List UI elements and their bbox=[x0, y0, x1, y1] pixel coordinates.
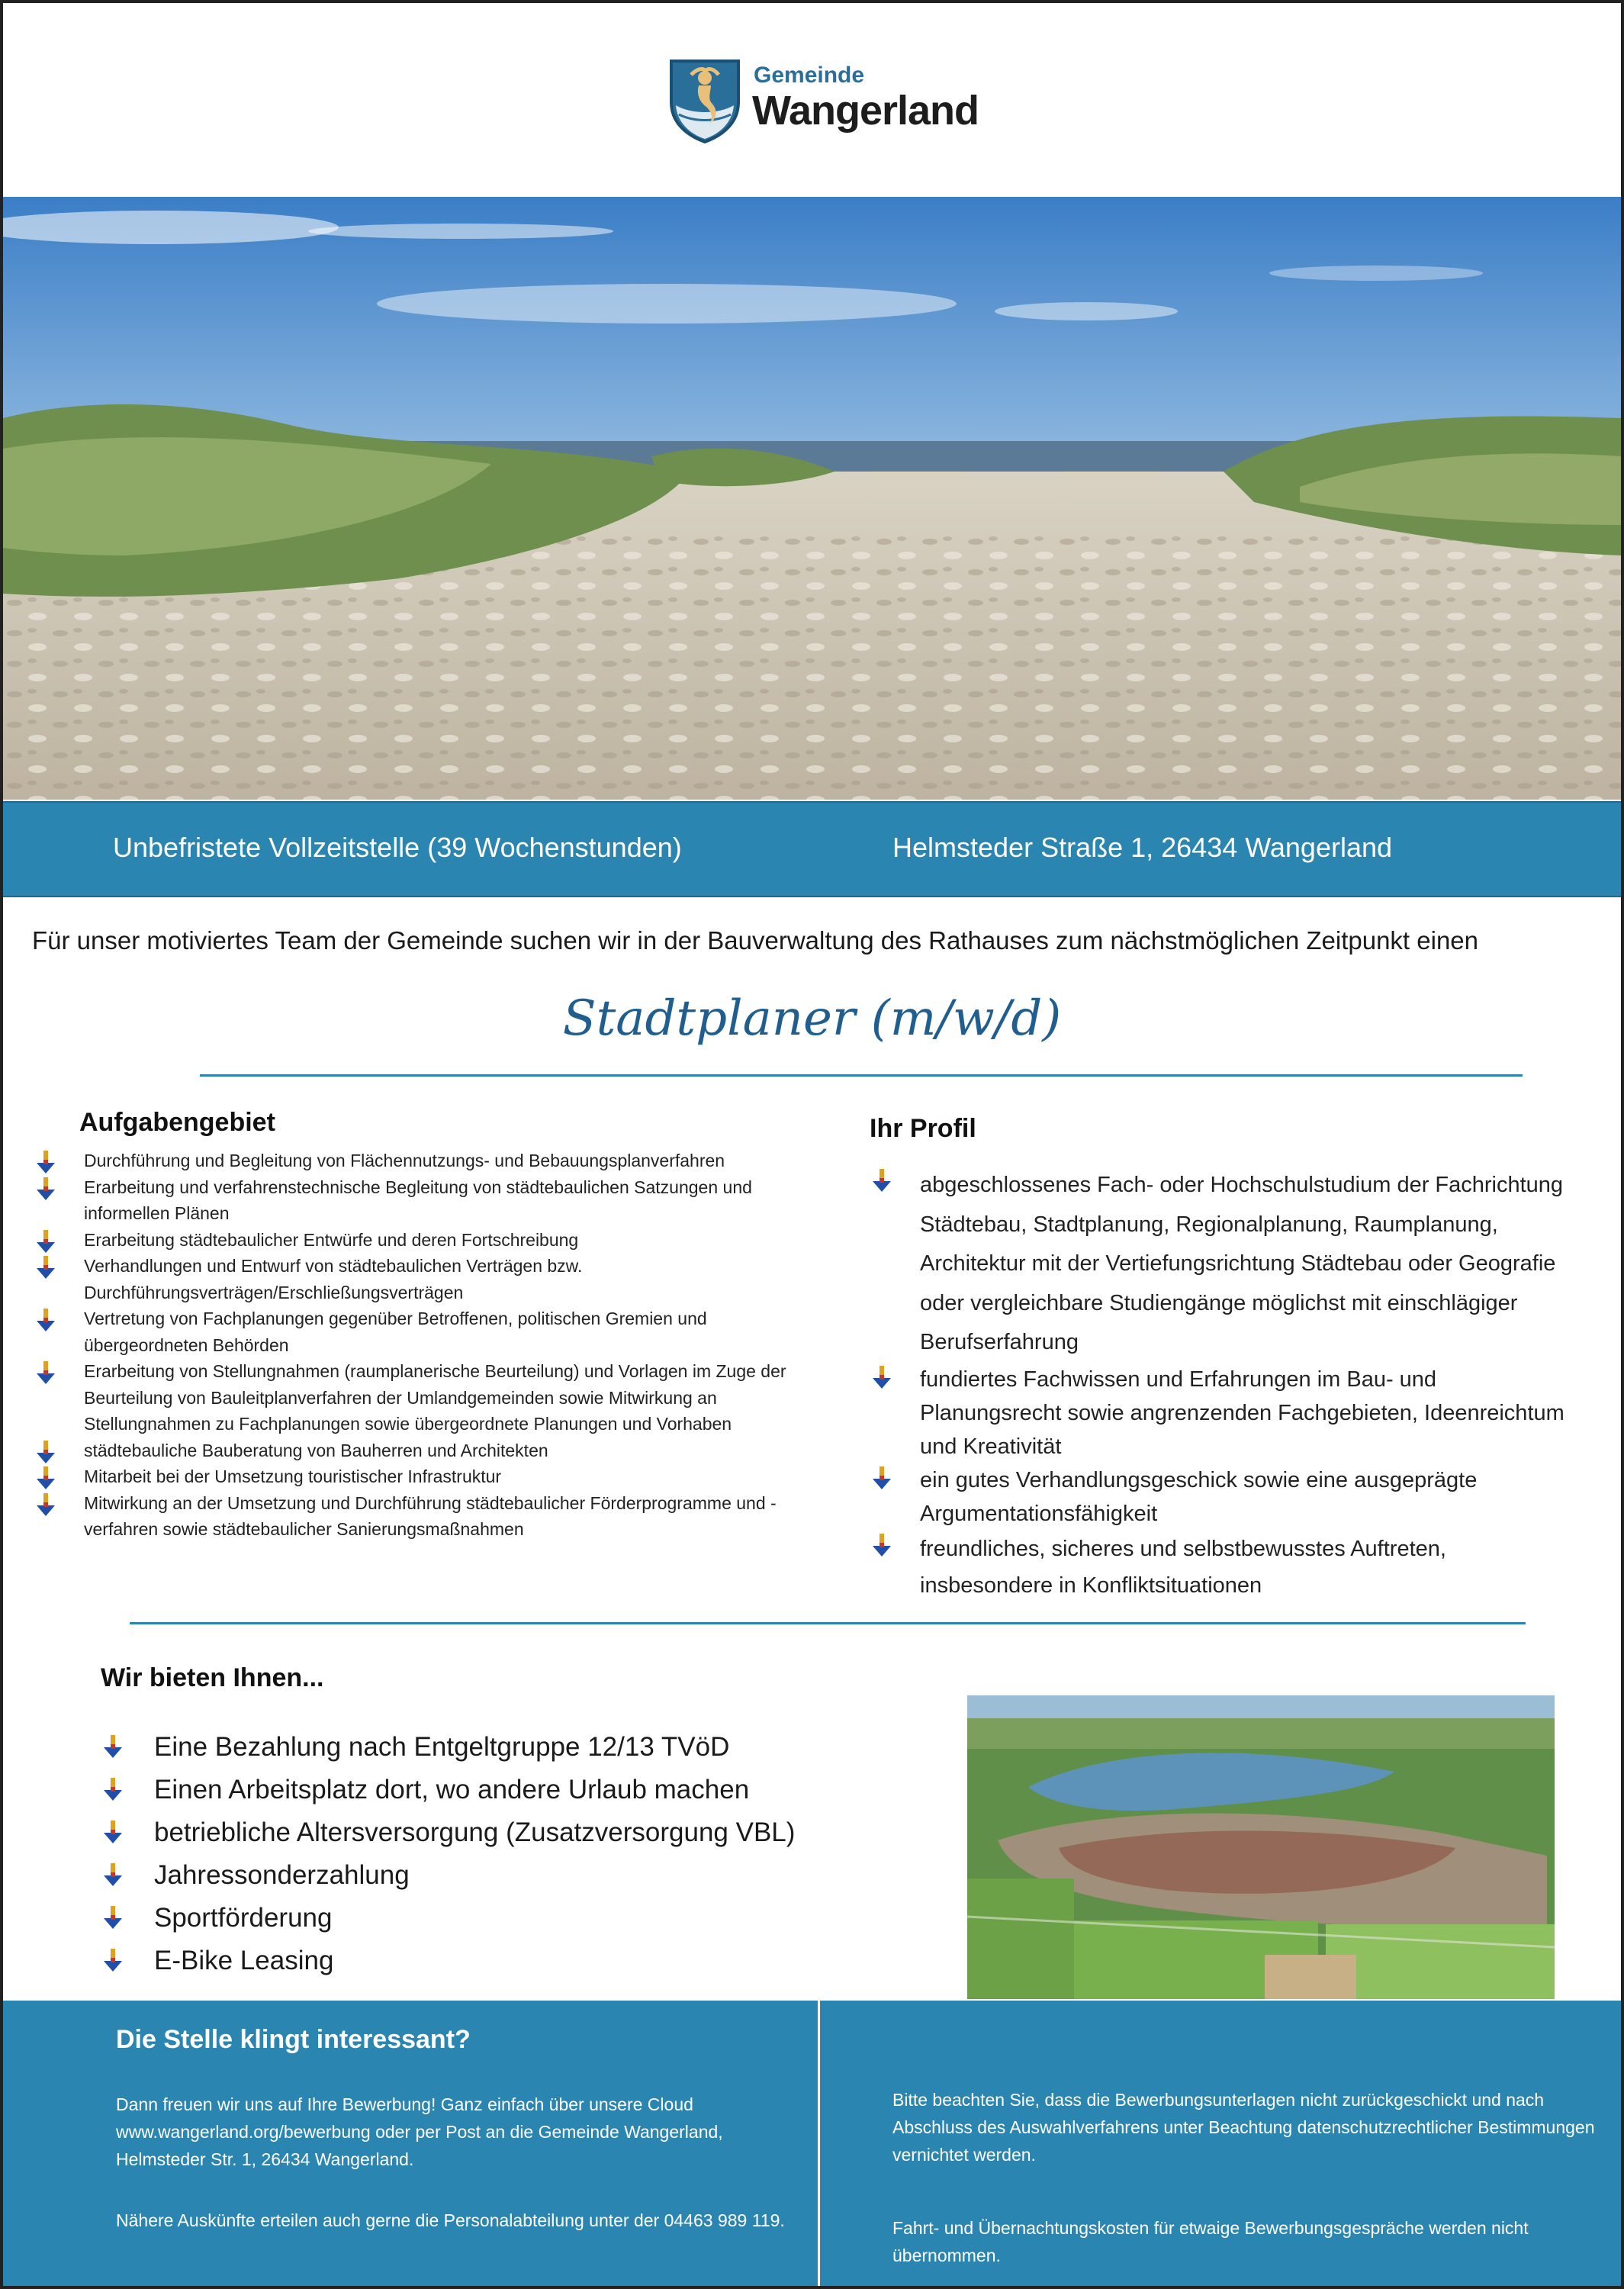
offers-list bbox=[104, 1726, 912, 1982]
task-text: städtebauliche Bauberatung von Bauherren und Architekten bbox=[84, 1440, 548, 1460]
task-text: Erarbeitung von Stellungnahmen (raumplanerische Beurteilung) und Vorlagen im Zuge der Beurteilung von Bauleitplanverfahren der Umlandgemeinden sowie Mitwirkung an Stellungnahmen zu Fachplanungen sowie übergeordnete Planungen und Vorhaben bbox=[84, 1361, 786, 1434]
arrow-down-bullet-icon bbox=[104, 1863, 122, 1886]
documents-notice: Bitte beachten Sie, dass die Bewerbungsunterlagen nicht zurückgeschickt und nach Abschluss des Auswahlverfahrens unter Beachtung datenschutzrechtlicher Bestimmungen vernichtet werden. bbox=[892, 2090, 1595, 2165]
arrow-down-bullet-icon bbox=[104, 1906, 122, 1929]
list-item bbox=[37, 1174, 807, 1227]
travel-costs-notice: Fahrt- und Übernachtungskosten für etwaige Bewerbungsgespräche werden nicht übernommen. bbox=[892, 2218, 1529, 2265]
list-item bbox=[873, 1531, 1567, 1604]
arrow-down-bullet-icon bbox=[104, 1778, 122, 1801]
offer-text: E-Bike Leasing bbox=[154, 1946, 334, 1975]
aerial-town-photo bbox=[967, 1695, 1555, 1999]
list-item bbox=[104, 1726, 912, 1769]
logo-text-gemeinde: Gemeinde bbox=[754, 63, 865, 88]
profile-heading: Ihr Profil bbox=[870, 1114, 976, 1143]
employer-address: Helmsteder Straße 1, 26434 Wangerland bbox=[892, 832, 1393, 863]
intro-text: Für unser motiviertes Team der Gemeinde suchen wir in der Bauverwaltung des Rathauses zum nächstmöglichen Zeitpunkt einen bbox=[32, 926, 1479, 955]
arrow-down-bullet-icon bbox=[37, 1441, 55, 1463]
arrow-down-bullet-icon bbox=[104, 1821, 122, 1843]
logo-text-wangerland: Wangerland bbox=[752, 88, 979, 134]
profile-text: abgeschlossenes Fach- oder Hochschulstudium der Fachrichtung Städtebau, Stadtplanung, Regionalplanung, Raumplanung, Architektur mit der Vertiefungsrichtung Städtebau oder Geografie oder vergleichbare Studiengänge möglichst mit einschlägiger Berufserfahrung bbox=[920, 1173, 1564, 1354]
arrow-down-bullet-icon bbox=[37, 1151, 55, 1173]
contact-info: Nähere Auskünfte erteilen auch gerne die Personalabteilung unter der 04463 989 119. bbox=[116, 2210, 785, 2230]
section-divider bbox=[130, 1622, 1526, 1624]
offer-text: Jahressonderzahlung bbox=[154, 1860, 410, 1890]
list-item bbox=[104, 1854, 912, 1897]
gemeinde-logo bbox=[668, 58, 979, 143]
list-item bbox=[873, 1166, 1567, 1363]
arrow-down-bullet-icon bbox=[873, 1466, 891, 1489]
task-text: Erarbeitung städtebaulicher Entwürfe und deren Fortschreibung bbox=[84, 1229, 579, 1250]
profile-list bbox=[873, 1166, 1567, 1604]
application-instructions: Dann freuen wir uns auf Ihre Bewerbung! Ganz einfach über unsere Cloud www.wangerland.org/bewerbung oder per Post an die Gemeinde Wangerland, Helmsteder Str. 1, 26434 Wangerland. bbox=[116, 2094, 723, 2169]
offer-text: betriebliche Altersversorgung (Zusatzversorgung VBL) bbox=[154, 1817, 796, 1847]
mermaid-shield-icon bbox=[668, 58, 741, 143]
offer-text: Einen Arbeitsplatz dort, wo andere Urlaub machen bbox=[154, 1775, 750, 1804]
arrow-down-bullet-icon bbox=[37, 1177, 55, 1200]
arrow-down-bullet-icon bbox=[37, 1230, 55, 1253]
list-item bbox=[37, 1358, 807, 1437]
offers-heading: Wir bieten Ihnen... bbox=[101, 1663, 324, 1692]
arrow-down-bullet-icon bbox=[873, 1366, 891, 1389]
task-text: Erarbeitung und verfahrenstechnische Begleitung von städtebaulichen Satzungen und informellen Plänen bbox=[84, 1177, 752, 1223]
list-item bbox=[37, 1305, 807, 1358]
arrow-down-bullet-icon bbox=[873, 1169, 891, 1192]
info-band bbox=[3, 801, 1621, 897]
list-item bbox=[873, 1363, 1567, 1463]
arrow-down-bullet-icon bbox=[104, 1735, 122, 1758]
task-text: Mitwirkung an der Umsetzung und Durchführung städtebaulicher Förderprogramme und -verfahren sowie städtebaulicher Sanierungsmaßnahmen bbox=[84, 1492, 777, 1539]
profile-text: freundliches, sicheres und selbstbewusstes Auftreten, insbesondere in Konfliktsituationen bbox=[920, 1536, 1446, 1598]
footer-divider bbox=[818, 2001, 820, 2286]
list-item bbox=[37, 1227, 807, 1254]
arrow-down-bullet-icon bbox=[37, 1256, 55, 1279]
profile-text: fundiertes Fachwissen und Erfahrungen im Bau- und Planungsrecht sowie angrenzenden Fachgebieten, Ideenreichtum und Kreativität bbox=[920, 1367, 1565, 1459]
task-text: Durchführung und Begleitung von Flächennutzungs- und Bebauungsplanverfahren bbox=[84, 1151, 725, 1170]
arrow-down-bullet-icon bbox=[104, 1949, 122, 1972]
list-item bbox=[37, 1437, 807, 1464]
arrow-down-bullet-icon bbox=[37, 1361, 55, 1384]
footer-heading: Die Stelle klingt interessant? bbox=[116, 2025, 471, 2054]
profile-text: ein gutes Verhandlungsgeschick sowie eine ausgeprägte Argumentationsfähigkeit bbox=[920, 1467, 1478, 1526]
list-item bbox=[104, 1897, 912, 1940]
task-text: Verhandlungen und Entwurf von städtebaulichen Verträgen bzw. Durchführungsverträgen/Erschließungsverträgen bbox=[84, 1256, 583, 1302]
tasks-list bbox=[37, 1148, 807, 1543]
list-item bbox=[104, 1769, 912, 1811]
list-item bbox=[37, 1148, 807, 1174]
beach-dunes-photo bbox=[3, 197, 1621, 800]
arrow-down-bullet-icon bbox=[37, 1309, 55, 1331]
list-item bbox=[873, 1463, 1567, 1531]
job-title: Stadtplaner (m/w/d) bbox=[562, 990, 1062, 1047]
arrow-down-bullet-icon bbox=[37, 1493, 55, 1516]
task-text: Mitarbeit bei der Umsetzung touristischer Infrastruktur bbox=[84, 1466, 502, 1486]
offer-text: Sportförderung bbox=[154, 1903, 333, 1933]
arrow-down-bullet-icon bbox=[37, 1466, 55, 1489]
list-item bbox=[37, 1253, 807, 1305]
list-item bbox=[104, 1940, 912, 1982]
application-footer bbox=[3, 2001, 1621, 2286]
offer-text: Eine Bezahlung nach Entgeltgruppe 12/13 TVöD bbox=[154, 1732, 730, 1762]
arrow-down-bullet-icon bbox=[873, 1534, 891, 1557]
list-item bbox=[37, 1490, 807, 1543]
tasks-heading: Aufgabengebiet bbox=[79, 1108, 275, 1137]
title-divider bbox=[200, 1074, 1523, 1077]
list-item bbox=[104, 1811, 912, 1854]
list-item bbox=[37, 1463, 807, 1490]
task-text: Vertretung von Fachplanungen gegenüber Betroffenen, politischen Gremien und übergeordneten Behörden bbox=[84, 1309, 707, 1355]
employment-type: Unbefristete Vollzeitstelle (39 Wochenstunden) bbox=[113, 832, 682, 863]
